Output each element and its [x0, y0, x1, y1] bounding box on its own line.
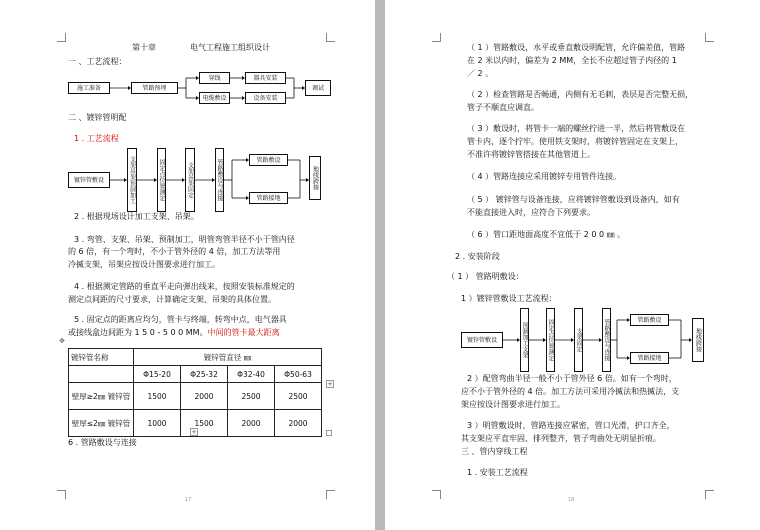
- spacing-table: [68, 348, 322, 437]
- flow-node: 管路接地: [630, 352, 669, 364]
- left-page: [0, 0, 375, 530]
- table-cell: 1500: [181, 410, 228, 437]
- chapter-label: 第十章: [132, 43, 156, 52]
- flow-node: 管路敷设: [249, 154, 288, 166]
- paragraph: （ 4 ）管路连接应采用镀锌专用管件连接。: [467, 172, 622, 181]
- right-page: [385, 0, 760, 530]
- section-heading: 二 、镀锌管明配: [68, 113, 127, 122]
- table-cell: 2000: [275, 410, 322, 437]
- page-number: 17: [185, 497, 192, 503]
- table-cell: 2000: [181, 383, 228, 410]
- table-row: [69, 383, 322, 410]
- paragraph: 测定点间距的尺寸要求，计算确定支架、吊架的具体位置。: [68, 295, 276, 304]
- paragraph: 管子不顺直应调直。: [467, 103, 539, 112]
- paragraph: （ 5 ） 镀锌管与设备连接，应将镀锌管敷设到设备内，如有: [467, 195, 680, 204]
- paragraph: 的 6 倍，有一个弯时，不小于管外径的 4 倍，加工方法等用: [68, 247, 281, 256]
- paragraph: 不能直接进入时，应符合下列要求。: [467, 208, 595, 217]
- paragraph: （ 6 ）管口距地面高度不宜低于 2 0 0 ㎜ 。: [467, 230, 626, 239]
- flow-node: 管路敷设: [630, 314, 669, 326]
- flow-node: 预制加工支架: [520, 308, 529, 372]
- paragraph: 5 . 固定点的距离应均匀，管卡与终端，转弯中点，电气器具: [74, 315, 287, 324]
- paragraph: 3 ）明管敷设时，管路连接应紧密，管口光滑，护口齐全，: [467, 421, 675, 430]
- paragraph: 应不小于管外径的 4 倍。加工方法可采用冷揻法和热揻法，支: [461, 387, 680, 396]
- table-row: [69, 349, 322, 366]
- flow-node: 管路预埋: [131, 82, 178, 94]
- table-resize-handle[interactable]: [326, 430, 332, 436]
- table-row: [69, 366, 322, 383]
- section-heading: 2 . 安装阶段: [455, 252, 500, 261]
- flow-node: 镀锌管敷设: [68, 172, 110, 188]
- section-heading: 一 、工艺流程：: [68, 57, 127, 66]
- flow-node: 支架吊架固定: [185, 148, 195, 212]
- flow-connectors: [385, 0, 760, 530]
- flow-node: 电缆敷设: [199, 92, 230, 104]
- flow-node: 地线跨接: [692, 318, 704, 362]
- flow-node: 调试: [305, 80, 331, 96]
- table-cell: 2000: [228, 410, 275, 437]
- flow-node: 管路敷设与连接: [215, 148, 224, 212]
- paragraph: 3 . 弯管、支架、吊架、预制加工，明管弯管半径不小于管内径: [74, 235, 295, 244]
- flow-node: 管路敷设与连接: [602, 308, 611, 372]
- flow-node: 支架固定: [574, 308, 583, 372]
- paragraph: （ 2 ）检查管路是否畅通，内侧有无毛刺，表层是否完整无损，: [467, 90, 694, 99]
- paragraph-text: 或接线盒边间距为 1 5 0 - 5 0 0 MM。: [68, 328, 208, 337]
- page-gutter: [375, 0, 385, 530]
- subsection-heading: 1 ）镀锌管敷设工艺流程：: [461, 294, 557, 303]
- section-heading: 三 、管内穿线工程: [461, 447, 528, 456]
- table-cell: 2500: [275, 383, 322, 410]
- flow-node: 管路接地: [249, 192, 288, 204]
- paragraph: 架应按设计图要求进行加工。: [461, 400, 565, 409]
- table-cell: 1000: [134, 410, 181, 437]
- table-header-cell: Φ15-20: [134, 366, 181, 383]
- section-heading: （ 1 ） 管路明敷设：: [447, 272, 524, 281]
- subsection-heading: 1 . 工艺流程: [74, 134, 119, 143]
- table-header-cell: 镀锌管直径 ㎜: [134, 349, 322, 366]
- chapter-title: 电气工程施工组织设计: [190, 43, 270, 52]
- paragraph: 管卡内，逐个拧牢。使用铁支架时，将镀锌管固定在支架上，: [467, 137, 683, 146]
- paragraph: 2 ）配管弯曲半径一般不小于管外径 6 倍。如有一个弯时，: [467, 374, 677, 383]
- paragraph: （ 3 ）敷设时，将管卡一端的螺丝拧进一半，然后将管敷设在: [467, 124, 686, 133]
- paragraph: 不准许将镀锌管搭接在其他管道上。: [467, 150, 595, 159]
- flow-node: 器具安装: [245, 72, 286, 84]
- flow-node: 固定点位置测定: [157, 148, 166, 212]
- flow-node: 设备安装: [245, 92, 286, 104]
- table-move-handle[interactable]: ✥: [59, 337, 65, 345]
- flow-node: 地线跨接: [309, 156, 321, 200]
- flow-node: 镀锌管敷设: [461, 332, 503, 348]
- flow-node: 穿线: [199, 72, 230, 84]
- flow-node: 支架吊架预制加工: [127, 148, 137, 212]
- paragraph: 6 . 管路敷设与连接: [68, 438, 137, 447]
- subsection-heading: 1 . 安装工艺流程: [467, 468, 528, 477]
- add-row-button[interactable]: +: [191, 428, 197, 436]
- add-column-button[interactable]: +: [327, 380, 333, 388]
- paragraph: 在 2 米以内时，偏差为 2 MM，全长不应超过管子内径的 1: [467, 56, 677, 65]
- paragraph: （ 1 ）管路敷设，水平或垂直敷设明配管，允许偏差值，管路: [467, 43, 686, 52]
- table-row-label: 壁厚≥2㎜ 镀锌管: [69, 383, 134, 410]
- table-cell: [69, 366, 134, 383]
- page-number: 18: [568, 497, 575, 503]
- table-cell: 2500: [228, 383, 275, 410]
- paragraph: 冷揻支架，吊架应按设计图要求进行加工。: [68, 260, 220, 269]
- paragraph: 2 . 根据现场设计加工支架、吊架。: [74, 212, 199, 221]
- paragraph: ／ 2 。: [467, 69, 494, 78]
- paragraph: 4 . 根据测定管路的垂直平走向弹出线来，按照安装标准规定的: [74, 282, 295, 291]
- table-row-label: 壁厚≤2㎜ 镀锌管: [69, 410, 134, 437]
- highlighted-text: 中间的管卡最大距离: [207, 328, 280, 337]
- table-header-cell: 镀锌管名称: [69, 349, 134, 366]
- table-header-cell: Φ25-32: [181, 366, 228, 383]
- table-header-cell: Φ32-40: [228, 366, 275, 383]
- table-header-cell: Φ50-63: [275, 366, 322, 383]
- flow-node: 施工准备: [68, 82, 110, 94]
- paragraph: [68, 327, 280, 338]
- paragraph: 其支架应平直牢固、排列整齐，管子弯曲处无明显折痕。: [461, 434, 661, 443]
- flow-node: 固定点位置测定: [546, 308, 555, 372]
- table-cell: 1500: [134, 383, 181, 410]
